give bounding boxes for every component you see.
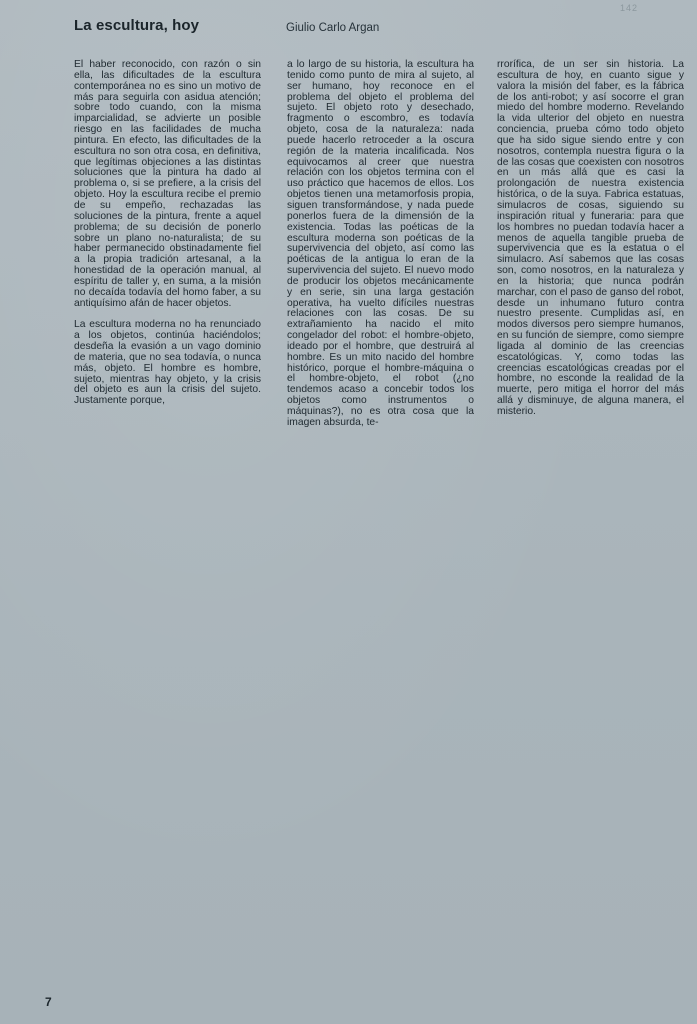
faded-page-number: 142 — [620, 3, 639, 13]
text-column-1 — [74, 60, 261, 418]
text-column-3 — [497, 60, 684, 429]
paragraph: rrorífica, de un ser sin historia. La escultura de hoy, en cuanto sigue y valora la misión del faber, es la fábrica de los anti-robot; y así socorre el gran miedo del hombre moderno. Revelando la vida ulterior del objeto en nuestra conciencia, prueba cómo todo objeto que ha sido sigue siendo entre y con nosotros, contempla nuestra figura o la de las cosas que coexisten con nosotros en un más allá que es casi la prolongación de nuestra existencia histórica, o de la suya. Fabrica estatuas, simulacros de cosas, siguiendo su inspiración ritual y funeraria: para que los hombres no puedan todavía hacer a menos de aquella tangible prueba de supervivencia que es la estatua o el simulacro. Así sabemos que las cosas son, como nosotros, en la naturaleza y en la historia; que nunca podrán marchar, con el paso de ganso del robot, desde un inhumano futuro contra nuestro presente. Cumplidas así, en modos diversos pero siempre humanos, en su función de siempre, como siempre ligada al dominio de las creencias escatológicas. Y, como todas las creencias escatológicas creadas por el hombre, no esconde la realidad de la muerte, pero mitiga el horror del más allá y disminuye, de alguna manera, el misterio. — [497, 59, 684, 417]
paragraph: El haber reconocido, con razón o sin ella, las dificultades de la escultura contemporánea no es sino un motivo de más para seguirla con asidua atención; sobre todo cuando, con la misma imparcialidad, se advierte un posible riesgo en las facilidades de mucha pintura. En efecto, las dificultades de la escultura no son otra cosa, en definitiva, que legítimas objeciones a las distintas soluciones que la pintura ha dado al problema o, si se prefiere, a la crisis del objeto. Hoy la escultura recibe el premio de su empeño, rechazadas las soluciones de la pintura, frente a aquel problema; de su decisión de ponerlo sobre un plano no-naturalista; de su haber permanecido obstinadamente fiel a la propia tradición artesanal, a la honestidad de la operación manual, al espíritu de taller y, en suma, a la misión no decaída todavía del homo faber, a su antiquísimo afán de hacer objetos. — [74, 59, 261, 309]
text-column-2 — [287, 60, 474, 440]
paragraph: a lo largo de su historia, la escultura ha tenido como punto de mira al sujeto, al ser humano, hoy reconoce en el problema del objeto el problema del sujeto. El objeto roto y desechado, fragmento o escombro, es todavía objeto, cosa de la naturaleza: nada puede hacerlo retroceder a la oscura región de la materia incalificada. Nos equivocamos al creer que nuestra relación con los objetos termina con el uso práctico que hacemos de ellos. Los objetos tienen una metamorfosis propia, siguen transformándose, y nada puede ponerlos fuera de la dimensión de la existencia. Todas las poéticas de la escultura moderna son poéticas de la supervivencia del objeto, así como las poéticas de la antigua lo eran de la supervivencia del sujeto. El nuevo modo de producir los objetos mecánicamente y en serie, sin una larga gestación operativa, ha vuelto difíciles nuestras relaciones con las cosas. De su extrañamiento ha nacido el mito congelador del robot: el hombre-objeto, ideado por el hombre, que destruirá al hombre. Es un mito nacido del hombre histórico, porque el hombre-máquina o el hombre-objeto, el robot (¿no tendemos acaso a concebir todos los objetos como instrumentos o máquinas?), no es otra cosa que la imagen absurda, te- — [287, 59, 474, 428]
paragraph: La escultura moderna no ha renunciado a los objetos, continúa haciéndolos; desdeña la evasión a un vago dominio de materia, que no sea todavía, o nunca más, objeto. El hombre es hombre, sujeto, mientras hay objeto, y la crisis del objeto es aun la crisis del sujeto. Justamente porque, — [74, 319, 261, 407]
page-number: 7 — [45, 995, 52, 1009]
author-name: Giulio Carlo Argan — [286, 22, 380, 34]
article-title: La escultura, hoy — [74, 17, 200, 34]
